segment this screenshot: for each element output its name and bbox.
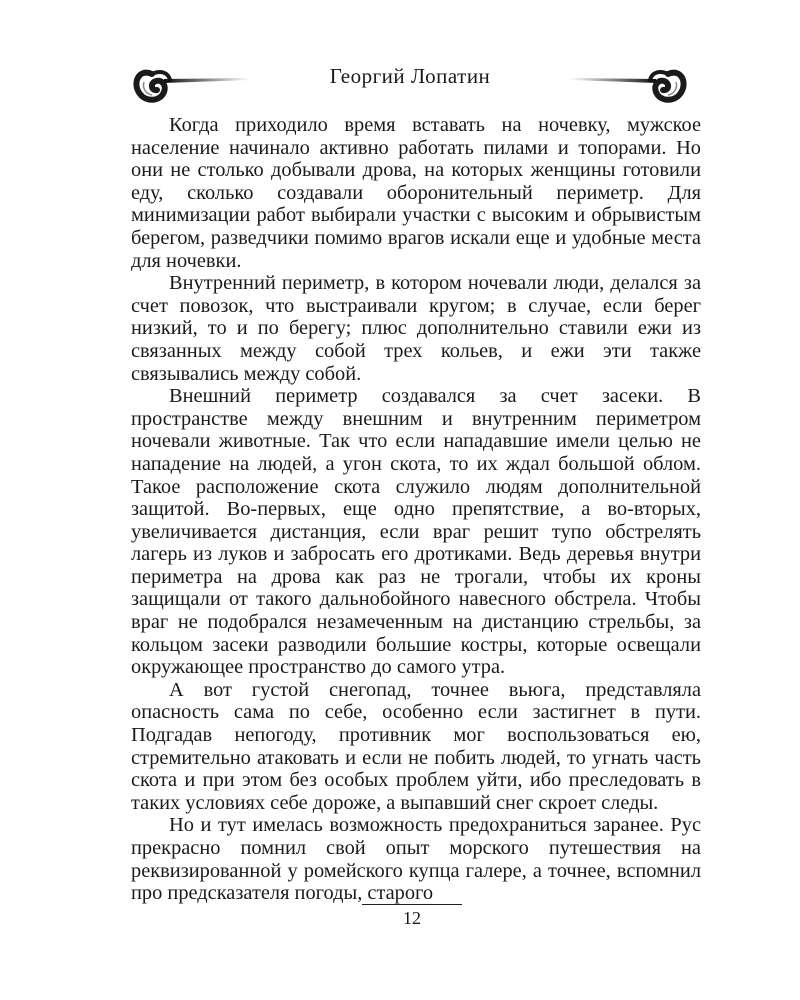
paragraph: Когда приходило время вставать на ночевку, мужское население начинало активно работать пилами и топорами. Но они не столько добывали дрова, на которых женщины готовили еду, сколько создавали оборонительный периметр. Для минимизации работ выбирали участки с высоким и обрывистым берегом, разведчики помимо врагов искали еще и удобные места для ночевки. xyxy=(131,114,701,272)
footer-divider xyxy=(362,904,462,905)
page-number: 12 xyxy=(403,908,421,928)
running-title: Георгий Лопатин xyxy=(329,64,491,88)
paragraph: Но и тут имелась возможность предохраниться заранее. Рус прекрасно помнил свой опыт морского путешествия на реквизированной у ромейского купца галере, а точнее, вспомнил про предсказателя погоды, старого xyxy=(131,814,701,905)
paragraph: А вот густой снегопад, точнее вьюга, представляла опасность сама по себе, особенно если застигнет в пути. Подгадав непогоду, противник мог воспользоваться ею, стремительно атаковать и если не побить людей, то угнать часть скота и при этом без особых проблем уйти, ибо преследовать в таких условиях себе дороже, а выпавший снег скроет следы. xyxy=(131,678,701,814)
paragraph: Внутренний периметр, в котором ночевали люди, делался за счет повозок, что выстраивали кругом; в случае, если берег низкий, то и по берегу; плюс дополнительно ставили ежи из связанных между собой трех кольев, и ежи эти также связывались между собой. xyxy=(131,272,701,385)
ornamental-swirl-icon xyxy=(570,62,690,112)
paragraph: Внешний периметр создавался за счет засеки. В пространстве между внешним и внутренним периметром ночевали животные. Так что если нападавшие имели целью не нападение на людей, а угон скота, то их ждал большой облом. Такое расположение скота служило людям дополнительной защитой. Во-первых, еще одно препятствие, а во-вторых, увеличивается дистанция, если враг решит тупо обстрелять лагерь из луков и забросать его дротиками. Ведь деревья внутри периметра на дрова как раз не трогали, чтобы их кроны защищали от такого дальнобойного навесного обстрела. Чтобы враг не подобрался незамеченным на дистанцию стрельбы, за кольцом засеки разводили большие костры, которые освещали окружающее пространство до самого утра. xyxy=(131,385,701,679)
running-header xyxy=(130,62,690,112)
page-body xyxy=(131,114,701,905)
